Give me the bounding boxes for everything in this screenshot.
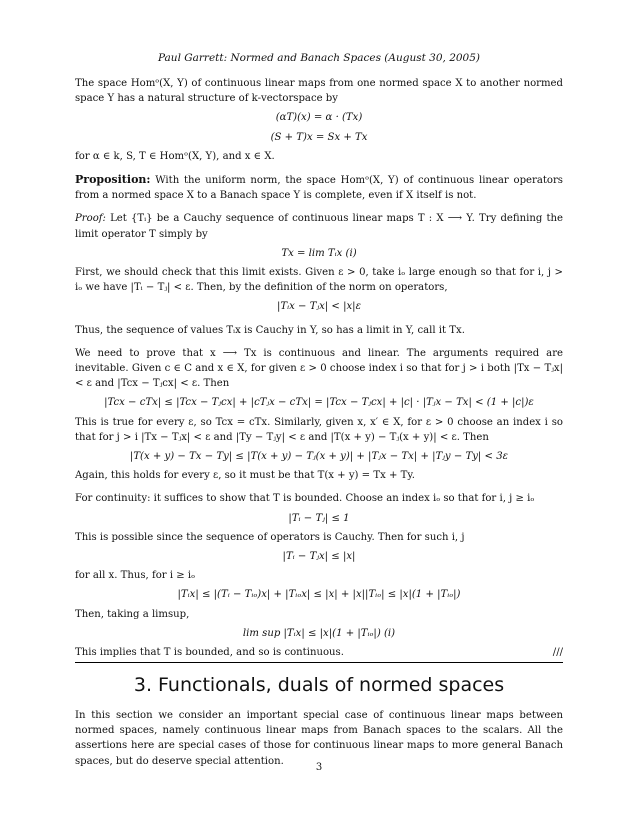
proof-para-9: Then, taking a limsup, (75, 608, 190, 620)
running-head: Paul Garrett: Normed and Banach Spaces (August 30, 2005) (157, 52, 481, 64)
equation-additive-estimate: |T(x + y) − Tx − Ty| ≤ |T(x + y) − Tⱼ(x + y)| + |Tⱼx − Tx| + |Tⱼy − Ty| < 3ε (129, 451, 509, 463)
section-title: 3. Functionals, duals of normed spaces (133, 674, 505, 696)
proof-intro-text: Let {Tᵢ} be a Cauchy sequence of continuous linear maps T : X ⟶ Y. Try defining the limit operator T simply by (75, 213, 563, 240)
main-text (75, 76, 563, 660)
proof-para-6: For continuity: it suffices to show that T is bounded. Choose an index iₒ so that for i, j ≥ iₒ (75, 493, 535, 505)
proof-para-1: First, we should check that this limit exists. Given ε > 0, take iₒ large enough so that for i, j > iₒ we have |Tᵢ − Tⱼ| < ε. Then, by the definition of the norm on operators, (75, 267, 563, 294)
equation-tix: |Tᵢx| ≤ |(Tᵢ − Tᵢₒ)x| + |Tᵢₒx| ≤ |x| + |x||Tᵢₒ| ≤ |x|(1 + |Tᵢₒ|) (177, 589, 461, 601)
equation-scalar-estimate: |Tcx − cTx| ≤ |Tcx − Tⱼcx| + |cTⱼx − cTx| = |Tcx − Tⱼcx| + |c| · |Tⱼx − Tx| < (1 + |c|)ε (104, 397, 534, 409)
conclusion-text: This implies that T is bounded, and so is continuous. (75, 647, 344, 659)
equation-limsup: lim sup |Tᵢx| ≤ |x|(1 + |Tᵢₒ|) (i) (242, 627, 396, 639)
proof-conclusion (75, 645, 563, 660)
proposition (75, 172, 563, 203)
proof-para-3: We need to prove that x ⟶ Tx is continuous and linear. The arguments required are inevitable. Given c ∈ C and x ∈ X, for given ε > 0 choose index i so that for j > i both |Tx − Tⱼx| < ε and |Tcx − Tⱼcx| < ε. Then (75, 347, 563, 390)
proof-heading: Proof: (75, 213, 106, 225)
equation-sum: (S + T)x = Sx + Tx (270, 131, 368, 143)
section-text: In this section we consider an important special case of continuous linear maps between normed spaces, namely continuous linear maps from Banach spaces to the scalars. All the assertions here are special cases of those for continuous linear maps to more general Banach spaces, but do deserve special attention. (75, 710, 563, 767)
equation-limit: Tx = lim Tᵢx (i) (281, 247, 357, 259)
qed-mark: /// (552, 647, 563, 659)
page-number: 3 (315, 762, 323, 773)
section-rule (75, 662, 563, 663)
equation-scalar: (αT)(x) = α · (Tx) (275, 112, 363, 124)
proof-para-2: Thus, the sequence of values Tᵢx is Cauchy in Y, so has a limit in Y, call it Tx. (75, 324, 465, 336)
equation-bound-x: |Tᵢ − Tⱼx| ≤ |x| (282, 551, 356, 563)
para-hom: The space Homᵒ(X, Y) of continuous linear maps from one normed space X to another normed space Y has a natural structure of k-vectorspace by (75, 78, 563, 105)
where-line: for α ∈ k, S, T ∈ Homᵒ(X, Y), and x ∈ X. (75, 150, 275, 162)
proposition-text: With the uniform norm, the space Homᵒ(X, Y) of continuous linear operators from a normed space X to a Banach space Y is complete, even if X itself is not. (75, 175, 563, 202)
proof-para-5: Again, this holds for every ε, so it must be that T(x + y) = Tx + Ty. (75, 470, 415, 482)
proof-para-7: This is possible since the sequence of operators is Cauchy. Then for such i, j (75, 531, 465, 543)
proof-para-8: for all x. Thus, for i ≥ iₒ (75, 570, 196, 582)
proof-para-4: This is true for every ε, so Tcx = cTx. Similarly, given x, x′ ∈ X, for ε > 0 choose an index i so that for j > i |Tx − Tⱼx| < ε and |Ty − Tⱼy| < ε and |T(x + y) − Tⱼ(x + y)| < ε. Then (75, 416, 563, 443)
proposition-heading: Proposition: (75, 173, 151, 187)
equation-norm: |Tᵢx − Tⱼx| < |x|ε (276, 301, 361, 313)
equation-bound: |Tᵢ − Tⱼ| ≤ 1 (288, 512, 350, 524)
proof-intro (75, 211, 563, 241)
